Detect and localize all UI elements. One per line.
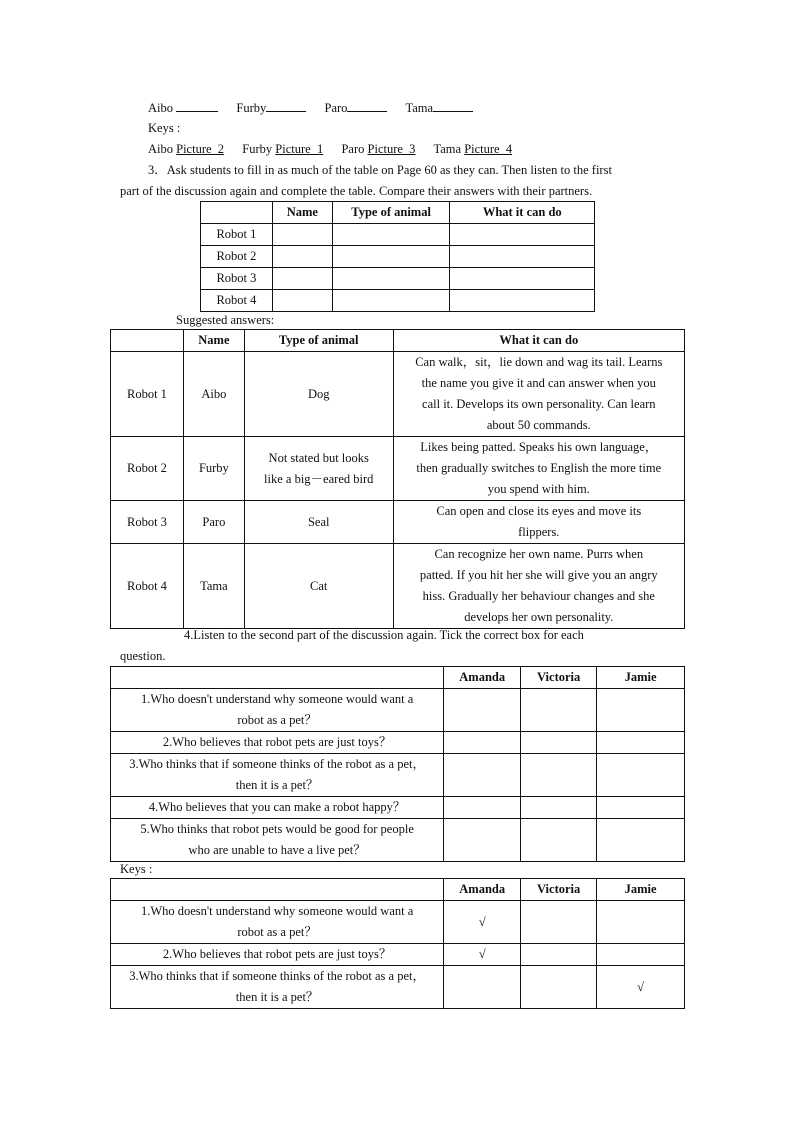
table-row (201, 224, 595, 246)
question-text: 2.Who believes that robot pets are just toys？ (111, 732, 444, 754)
tick-box[interactable] (521, 819, 597, 862)
tick-box[interactable] (521, 797, 597, 819)
answer-cell[interactable] (272, 224, 332, 246)
table-header: What it can do (450, 202, 595, 224)
table-row (111, 544, 685, 629)
keys-answers (148, 141, 512, 157)
animal-type: Seal (244, 501, 393, 544)
tick-box[interactable] (597, 797, 685, 819)
robot-label: Robot 4 (111, 544, 184, 629)
ability-description: Likes being patted. Speaks his own language， then gradually switches to English the more time you spend with him. (393, 437, 684, 501)
tick-box[interactable] (444, 732, 521, 754)
robot-label: Robot 2 (111, 437, 184, 501)
table-header: Name (272, 202, 332, 224)
blank-robot-table (200, 201, 595, 312)
tick-box[interactable] (444, 689, 521, 732)
key-answer: Picture_2 (176, 142, 225, 156)
table-header: Name (183, 330, 244, 352)
animal-type: Dog (244, 352, 393, 437)
tick-mark: √ (597, 966, 685, 1009)
robot-label: Robot 1 (201, 224, 273, 246)
table-row (111, 732, 685, 754)
ability-description: Can walk，sit，lie down and wag its tail. Learns the name you give it and can answer when you call it. Develops its own personality. Can learn about 50 commands. (393, 352, 684, 437)
key-answer: Picture_1 (275, 142, 324, 156)
table-header: Jamie (597, 667, 685, 689)
table-header (201, 202, 273, 224)
answer-cell[interactable] (450, 290, 595, 312)
animal-type: Not stated but looks like a big－eared bird (244, 437, 393, 501)
answer-cell[interactable] (450, 268, 595, 290)
table-row (111, 797, 685, 819)
tick-box[interactable] (521, 689, 597, 732)
answer-blank[interactable] (176, 99, 218, 112)
key-name: Paro (341, 142, 365, 156)
fill-in-line (148, 99, 473, 116)
tick-mark (597, 901, 685, 944)
question-text: 3.Who thinks that if someone thinks of the robot as a pet， then it is a pet？ (111, 966, 444, 1009)
ability-description: Can recognize her own name. Purrs when patted. If you hit her she will give you an angry hiss. Gradually her behaviour changes and she develops her own personality. (393, 544, 684, 629)
answer-cell[interactable] (332, 290, 450, 312)
robot-label: Robot 3 (201, 268, 273, 290)
robot-name: Aibo (183, 352, 244, 437)
tick-mark (521, 901, 597, 944)
table-row (201, 268, 595, 290)
ability-description: Can open and close its eyes and move its flippers. (393, 501, 684, 544)
table-row (111, 352, 685, 437)
answer-cell[interactable] (450, 246, 595, 268)
answer-blank[interactable] (433, 99, 473, 112)
tick-mark (444, 966, 521, 1009)
table-row (111, 819, 685, 862)
question-text: 2.Who believes that robot pets are just toys？ (111, 944, 444, 966)
section4-instruction-line2: question. (120, 649, 166, 663)
answer-cell[interactable] (332, 268, 450, 290)
table-header (111, 879, 444, 901)
table-header: Victoria (521, 879, 597, 901)
answer-cell[interactable] (272, 246, 332, 268)
tick-box[interactable] (444, 819, 521, 862)
table-header: What it can do (393, 330, 684, 352)
robot-label: Robot 2 (201, 246, 273, 268)
key-answer: Picture_3 (367, 142, 416, 156)
key-answer: Picture_4 (464, 142, 513, 156)
keys-label-2: Keys : (120, 862, 153, 876)
table-header: Amanda (444, 667, 521, 689)
robot-label: Robot 3 (111, 501, 184, 544)
table-header (111, 330, 184, 352)
keys-label: Keys : (148, 121, 181, 135)
section3-instruction-line2: part of the discussion again and complete the table. Compare their answers with their partners. (120, 184, 593, 198)
section3-instruction-line1: 3．Ask students to fill in as much of the table on Page 60 as they can. Then listen to the first (148, 163, 612, 177)
tick-mark: √ (444, 901, 521, 944)
table-header: Amanda (444, 879, 521, 901)
answer-cell[interactable] (272, 290, 332, 312)
table-row (111, 437, 685, 501)
tick-box[interactable] (597, 819, 685, 862)
tick-mark (521, 944, 597, 966)
fill-label-paro: Paro (324, 101, 348, 115)
tick-box[interactable] (597, 689, 685, 732)
robot-label: Robot 4 (201, 290, 273, 312)
keys-table (110, 878, 685, 1009)
answer-blank[interactable] (266, 99, 306, 112)
table-row (111, 944, 685, 966)
table-row (111, 966, 685, 1009)
table-header (111, 667, 444, 689)
answer-cell[interactable] (450, 224, 595, 246)
tick-mark (597, 944, 685, 966)
section4-instruction-line1: 4.Listen to the second part of the discussion again. Tick the correct box for each (184, 628, 584, 642)
table-row (201, 290, 595, 312)
robot-name: Furby (183, 437, 244, 501)
table-header: Victoria (521, 667, 597, 689)
tick-box[interactable] (444, 754, 521, 797)
table-row (111, 689, 685, 732)
table-header: Type of animal (244, 330, 393, 352)
tick-table (110, 666, 685, 862)
tick-box[interactable] (444, 797, 521, 819)
key-name: Aibo (148, 142, 173, 156)
tick-box[interactable] (597, 732, 685, 754)
table-row (201, 246, 595, 268)
suggested-answers-table (110, 329, 685, 629)
table-header: Jamie (597, 879, 685, 901)
key-name: Furby (242, 142, 273, 156)
fill-label-furby: Furby (236, 101, 267, 115)
tick-mark: √ (444, 944, 521, 966)
tick-box[interactable] (521, 732, 597, 754)
robot-label: Robot 1 (111, 352, 184, 437)
answer-cell[interactable] (272, 268, 332, 290)
question-text: 1.Who doesn't understand why someone would want a robot as a pet？ (111, 901, 444, 944)
fill-label-tama: Tama (405, 101, 434, 115)
robot-name: Tama (183, 544, 244, 629)
table-header: Type of animal (332, 202, 450, 224)
fill-label-aibo: Aibo (148, 101, 173, 115)
question-text: 5.Who thinks that robot pets would be good for people who are unable to have a live pet？ (111, 819, 444, 862)
answer-blank[interactable] (347, 99, 387, 112)
key-name: Tama (433, 142, 462, 156)
tick-box[interactable] (521, 754, 597, 797)
question-text: 1.Who doesn't understand why someone would want a robot as a pet？ (111, 689, 444, 732)
robot-name: Paro (183, 501, 244, 544)
table-row (111, 501, 685, 544)
question-text: 4.Who believes that you can make a robot happy？ (111, 797, 444, 819)
tick-mark (521, 966, 597, 1009)
animal-type: Cat (244, 544, 393, 629)
tick-box[interactable] (597, 754, 685, 797)
answer-cell[interactable] (332, 224, 450, 246)
answer-cell[interactable] (332, 246, 450, 268)
suggested-answers-label: Suggested answers: (176, 313, 275, 327)
table-row (111, 754, 685, 797)
question-text: 3.Who thinks that if someone thinks of the robot as a pet， then it is a pet？ (111, 754, 444, 797)
table-row (111, 901, 685, 944)
